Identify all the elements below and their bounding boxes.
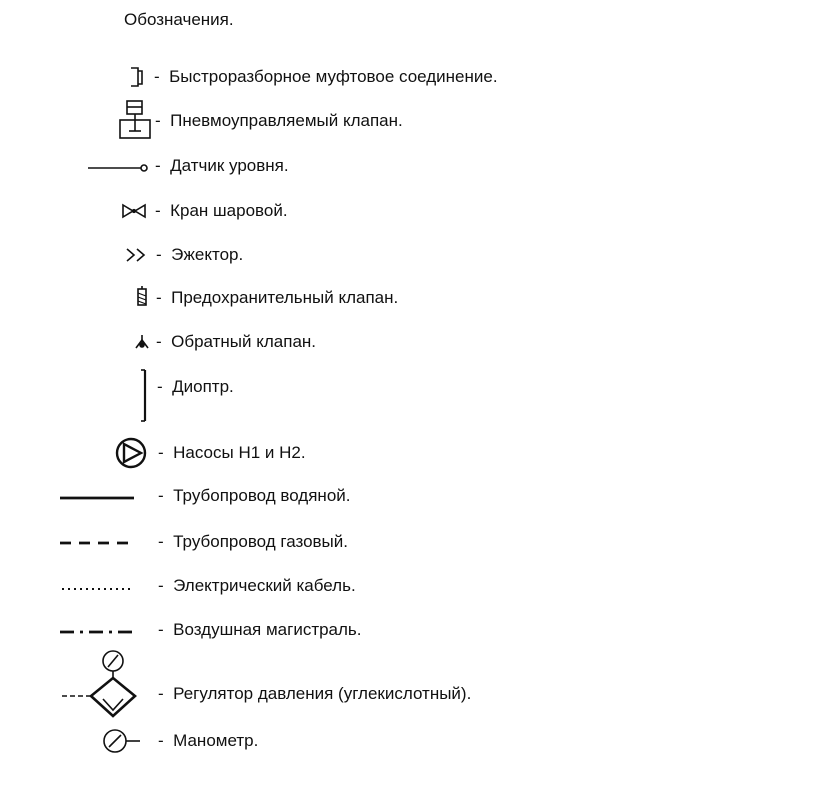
legend-item-gas-pipe: - Трубопровод газовый. <box>158 532 348 551</box>
check-valve-icon <box>136 335 148 348</box>
ball-valve-icon <box>123 205 145 217</box>
legend-item-manometer: - Манометр. <box>158 731 259 750</box>
pump-icon <box>117 439 145 467</box>
quick-coupling-icon <box>131 68 142 86</box>
manometer-icon <box>104 730 140 752</box>
legend-item-ball-valve: - Кран шаровой. <box>155 201 288 220</box>
legend-item-pneumatic-valve: - Пневмоуправляемый клапан. <box>155 111 403 130</box>
legend-item-pressure-regulator: - Регулятор давления (углекислотный). <box>158 684 472 703</box>
legend-item-diopter: - Диоптр. <box>157 377 234 396</box>
legend-item-pump: - Насосы Н1 и Н2. <box>158 443 306 462</box>
legend-item-check-valve: - Обратный клапан. <box>156 332 317 351</box>
legend-title: Обозначения. <box>124 10 234 29</box>
legend-item-electric-cable: - Электрический кабель. <box>158 576 356 595</box>
pressure-regulator-icon <box>62 651 135 716</box>
safety-valve-icon <box>138 286 146 305</box>
legend-item-ejector: - Эжектор. <box>156 245 244 264</box>
legend-item-quick-coupling: - Быстроразборное муфтовое соединение. <box>154 67 498 86</box>
pneumatic-valve-icon <box>120 101 150 138</box>
diopter-icon <box>141 370 145 421</box>
legend-item-safety-valve: - Предохранительный клапан. <box>156 288 399 307</box>
legend-item-level-sensor: - Датчик уровня. <box>155 156 289 175</box>
level-sensor-icon <box>88 165 147 171</box>
ejector-icon <box>127 249 144 261</box>
legend-item-water-pipe: - Трубопровод водяной. <box>158 486 351 505</box>
legend-item-air-main: - Воздушная магистраль. <box>158 620 362 639</box>
